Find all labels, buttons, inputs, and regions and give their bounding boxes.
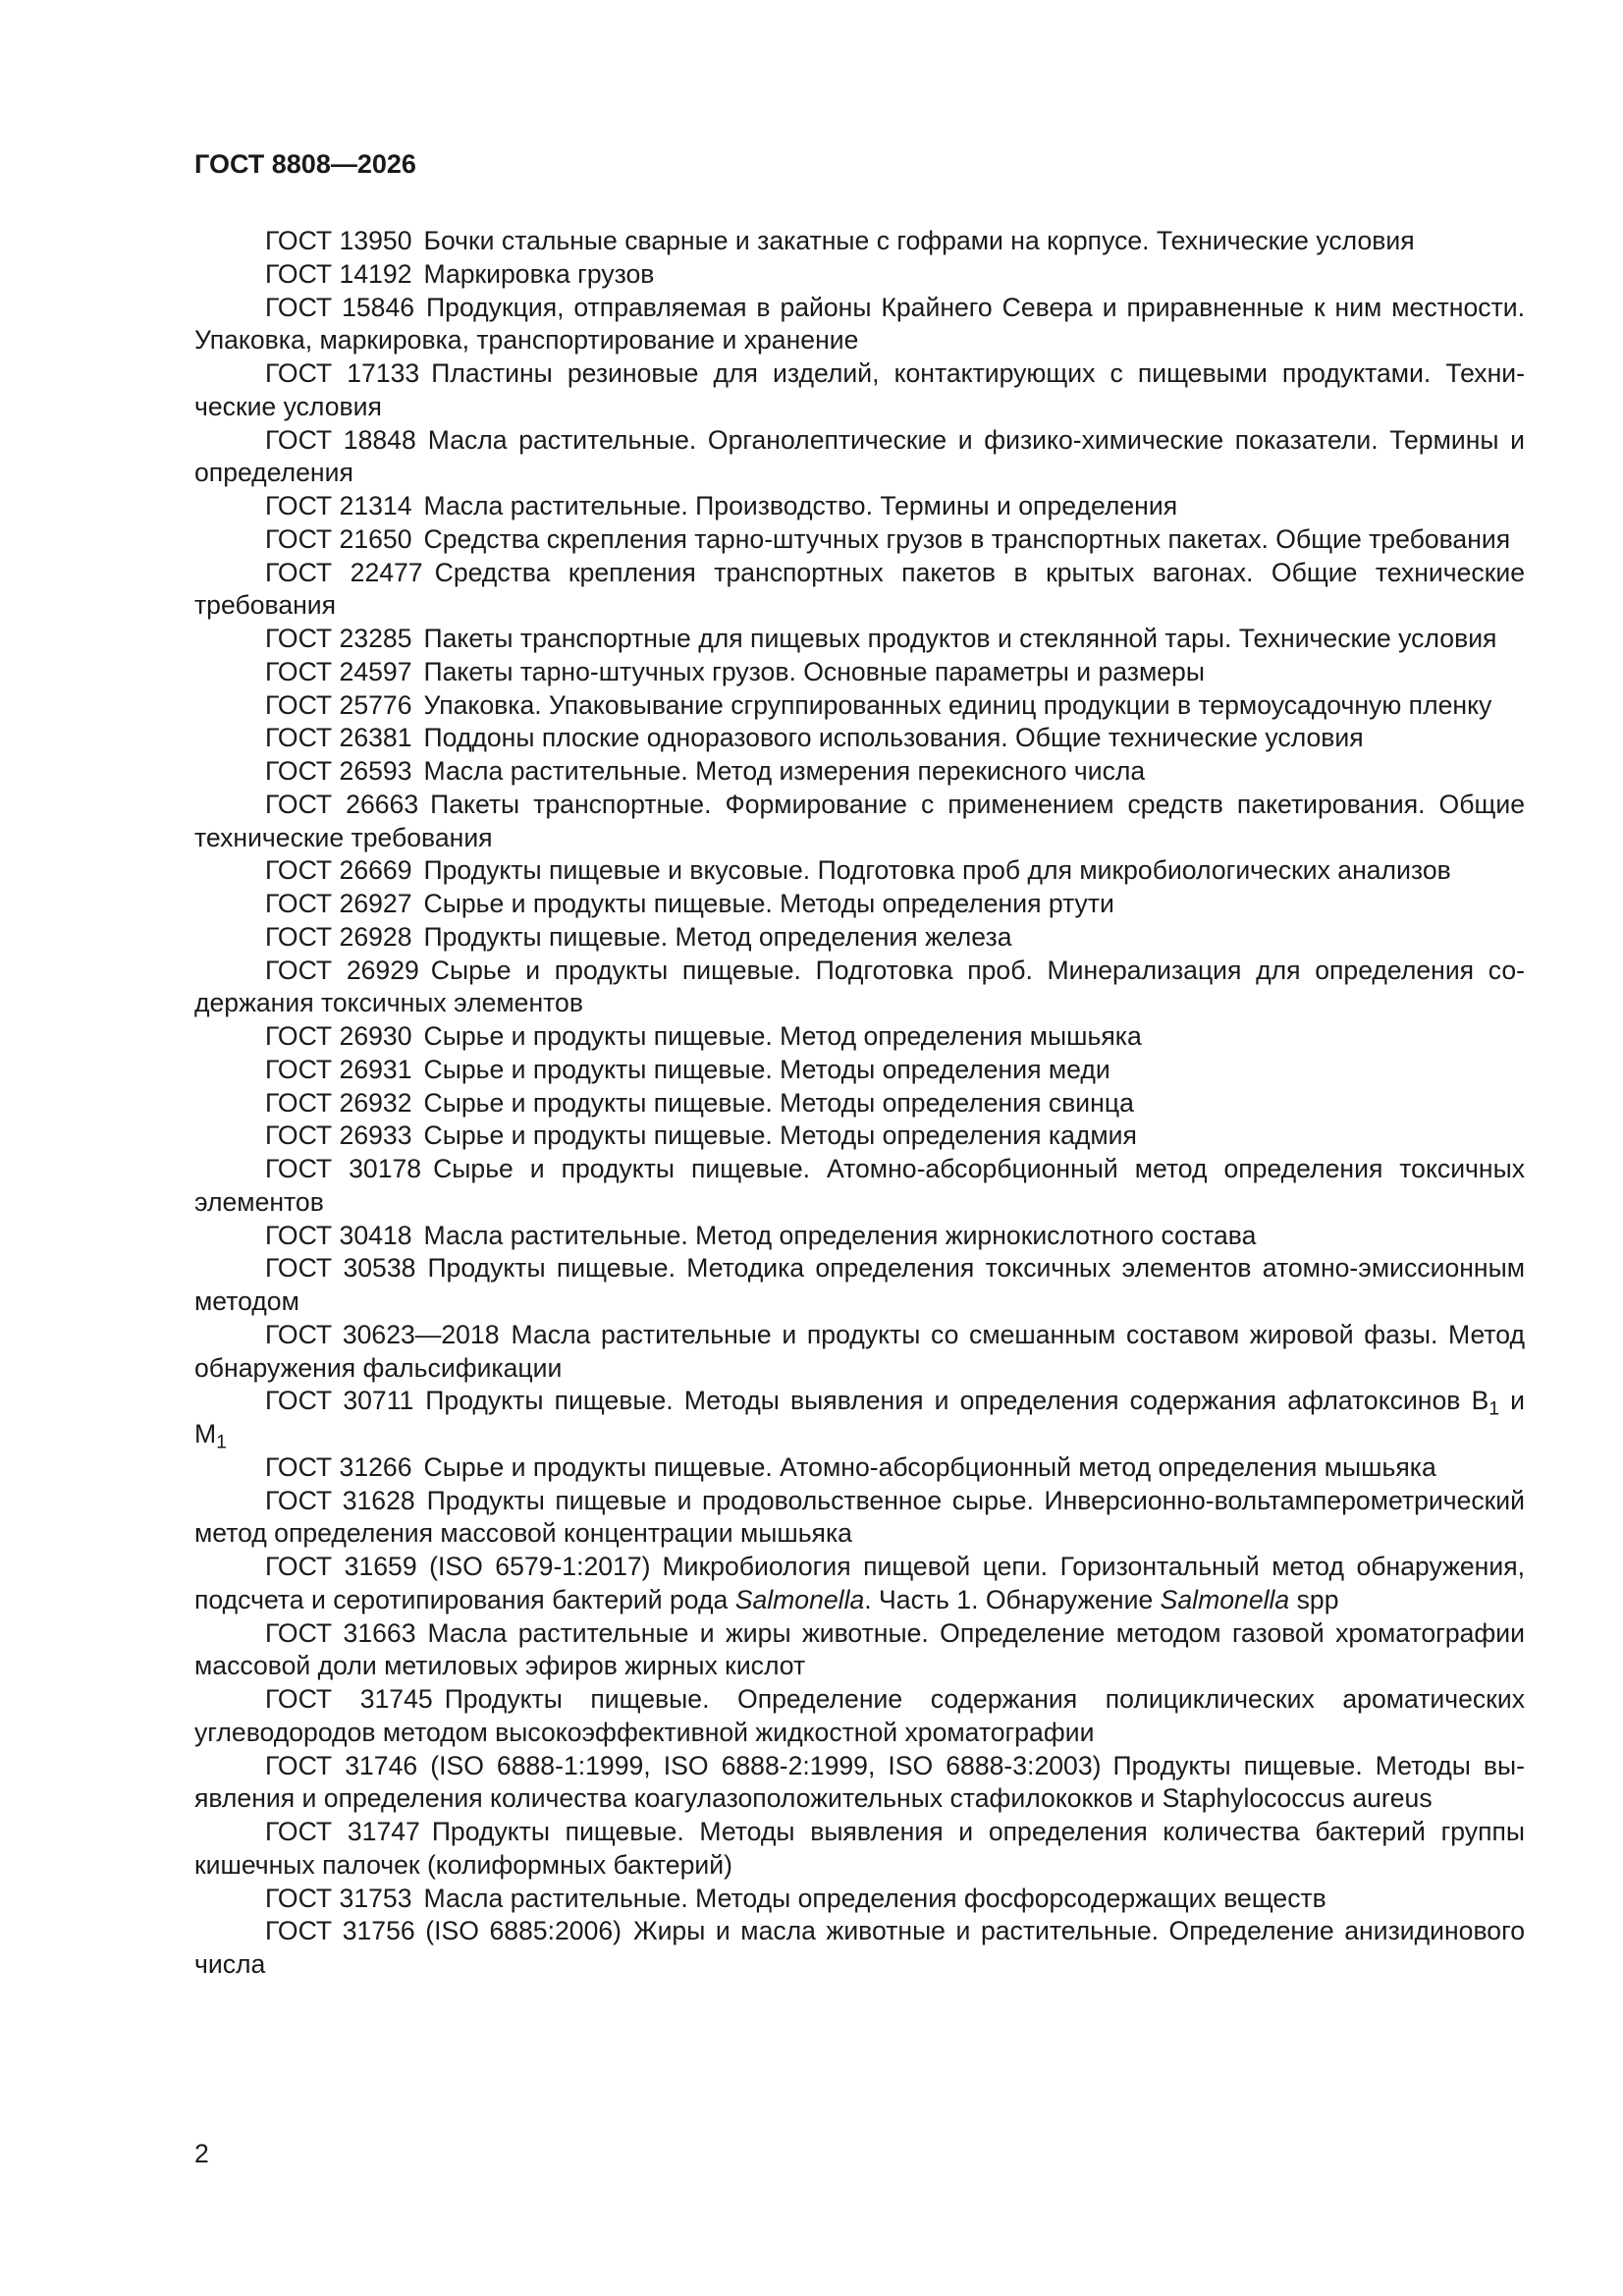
- reference-title: Продукты пищевые. Определение содержания полициклических ароматических углеводородов методом высокоэффективной жидкостной хроматографии: [194, 1684, 1526, 1747]
- reference-title: Сырье и продукты пищевые. Методы определения свинца: [423, 1087, 1134, 1118]
- reference-title: . Часть 1. Обнаружение: [864, 1584, 1161, 1614]
- reference-item: [194, 1617, 1525, 1684]
- reference-item: [194, 888, 1525, 921]
- reference-item: [194, 1385, 1525, 1451]
- reference-code: ГОСТ 26381: [265, 723, 412, 753]
- reference-item: [194, 357, 1525, 424]
- reference-item: [194, 1220, 1525, 1253]
- reference-item: [194, 292, 1525, 358]
- reference-code: ГОСТ 21314: [265, 491, 412, 520]
- reference-code: ГОСТ 26663: [265, 789, 419, 819]
- reference-item: [194, 258, 1525, 292]
- reference-code: ГОСТ 26928: [265, 921, 412, 952]
- reference-title: Сырье и продукты пищевые. Подготовка проб. Минерализация для определения содержания токсичных элементов: [194, 955, 1525, 1018]
- reference-title: Поддоны плоские одноразового использования. Общие технические условия: [423, 723, 1364, 753]
- reference-title: Масла растительные. Органолептические и физико-химические показатели. Термины и определения: [194, 424, 1525, 488]
- reference-title: Масла растительные и продукты со смешанным составом жировой фазы. Метод обнаружения фальсификации: [194, 1319, 1525, 1383]
- reference-title: Бочки стальные сварные и закатные с гофрами на корпусе. Технические условия: [423, 226, 1415, 255]
- reference-title: Продукты пищевые. Методика определения токсичных элементов атомно-эмиссионным методом: [194, 1253, 1526, 1316]
- reference-code: ГОСТ 21650: [265, 523, 412, 554]
- reference-code: ГОСТ 30418: [265, 1220, 412, 1250]
- reference-item: [194, 689, 1525, 723]
- reference-item: [194, 1054, 1525, 1087]
- subscript: 1: [1488, 1398, 1499, 1420]
- reference-item: [194, 1816, 1525, 1883]
- reference-title: Сырье и продукты пищевые. Метод определения мышьяка: [423, 1021, 1142, 1051]
- reference-code: ГОСТ 24597: [265, 656, 412, 686]
- reference-item: [194, 424, 1525, 491]
- reference-item: [194, 656, 1525, 689]
- reference-title: Продукция, отправляемая в районы Крайнего Севера и приравненные к ним местности. Упаковка, маркировка, транспортирование и хранение: [194, 292, 1526, 355]
- reference-code: ГОСТ 22477: [265, 557, 423, 587]
- references-list: [194, 225, 1525, 1982]
- reference-title: Средства крепления транспортных пакетов в крытых вагонах. Общие технические требования: [194, 557, 1526, 621]
- reference-title: Продукты пищевые. Методы выявления и определения содержания афлатоксинов В: [425, 1386, 1489, 1416]
- reference-title: Пакеты транспортные для пищевых продуктов и стеклянной тары. Технические условия: [423, 624, 1497, 653]
- reference-code: ГОСТ 31745: [265, 1684, 433, 1714]
- reference-title: Продукты пищевые. Метод определения железа: [423, 921, 1012, 952]
- reference-title: Продукты пищевые и вкусовые. Подготовка проб для микробиологических анализов: [423, 855, 1451, 886]
- reference-code: ГОСТ 26927: [265, 889, 412, 918]
- reference-item: [194, 1087, 1525, 1121]
- reference-title: Сырье и продукты пищевые. Методы определения меди: [423, 1054, 1110, 1084]
- reference-item: [194, 1883, 1525, 1916]
- reference-code: ГОСТ 26932: [265, 1087, 412, 1118]
- reference-item: [194, 1915, 1525, 1982]
- reference-title: Средства скрепления тарно-штучных грузов в транспортных пакетах. Общие требования: [423, 523, 1511, 554]
- reference-code: ГОСТ 30623—2018: [265, 1319, 500, 1349]
- reference-code: ГОСТ 31659 (ISO 6579-1:2017): [265, 1552, 651, 1581]
- page-header: ГОСТ 8808—2026: [194, 149, 416, 179]
- reference-title: Маркировка грузов: [423, 258, 655, 289]
- reference-title: Микробиология пищевой цепи. Горизонтальный метод обнаружения, подсчета и серотипирования бактерий рода: [194, 1552, 1525, 1614]
- reference-title: Масла растительные. Метод измерения перекисного числа: [423, 756, 1146, 786]
- reference-code: ГОСТ 23285: [265, 624, 412, 653]
- reference-item: [194, 557, 1525, 624]
- reference-item: [194, 1683, 1525, 1750]
- reference-title: Масла растительные. Производство. Термины и определения: [423, 491, 1178, 520]
- reference-code: ГОСТ 26669: [265, 855, 412, 886]
- reference-code: ГОСТ 25776: [265, 689, 412, 720]
- reference-title: Продукты пищевые. Методы выявления и определения количества коагулазоположительных стафилококков и Staphylococcus aureus: [194, 1750, 1526, 1814]
- reference-item: [194, 789, 1525, 855]
- reference-item: [194, 921, 1525, 955]
- reference-code: ГОСТ 26930: [265, 1021, 412, 1051]
- reference-code: ГОСТ 31663: [265, 1617, 416, 1648]
- reference-item: [194, 225, 1525, 258]
- reference-code: ГОСТ 26593: [265, 756, 412, 786]
- reference-code: ГОСТ 31747: [265, 1817, 420, 1846]
- reference-item: [194, 1485, 1525, 1552]
- reference-code: ГОСТ 31753: [265, 1883, 412, 1913]
- reference-code: ГОСТ 31266: [265, 1451, 412, 1482]
- reference-item: [194, 854, 1525, 888]
- reference-title: Сырье и продукты пищевые. Методы определения кадмия: [423, 1121, 1137, 1151]
- reference-code: ГОСТ 15846: [265, 292, 415, 322]
- page-number: 2: [194, 2139, 209, 2168]
- reference-item: [194, 523, 1525, 557]
- reference-title: Упаковка. Упаковывание сгруппированных единиц продукции в термоусадочную пленку: [423, 689, 1492, 720]
- reference-item: [194, 1551, 1525, 1617]
- subscript: 1: [216, 1432, 227, 1453]
- reference-title: Пакеты транспортные. Формирование с применением средств пакетирования. Общие технические требования: [194, 789, 1525, 852]
- reference-item: [194, 722, 1525, 755]
- reference-code: ГОСТ 17133: [265, 358, 420, 388]
- reference-code: ГОСТ 18848: [265, 424, 416, 455]
- reference-title: Сырье и продукты пищевые. Атомно-абсорбционный метод определения токсичных элементов: [194, 1154, 1526, 1217]
- reference-code: ГОСТ 30711: [265, 1386, 414, 1416]
- reference-code: ГОСТ 26929: [265, 955, 419, 985]
- reference-code: ГОСТ 13950: [265, 226, 412, 255]
- reference-title: Пакеты тарно-штучных грузов. Основные параметры и размеры: [423, 656, 1205, 686]
- reference-title: Сырье и продукты пищевые. Методы определения ртути: [423, 889, 1114, 918]
- reference-code: ГОСТ 31746 (ISO 6888-1:1999, ISO 6888-2:1999, ISO 6888-3:2003): [265, 1750, 1102, 1780]
- reference-title: Продукты пищевые и продовольственное сырье. Инверсионно-вольтамперометрический метод определения массовой концентрации мышьяка: [194, 1485, 1526, 1549]
- reference-code: ГОСТ 31756 (ISO 6885:2006): [265, 1916, 622, 1946]
- reference-item: [194, 1153, 1525, 1220]
- reference-title: Масла растительные и жиры животные. Определение методом газовой хроматографии массовой доли метиловых эфиров жирных кислот: [194, 1617, 1525, 1681]
- reference-item: [194, 1750, 1525, 1817]
- reference-item: [194, 490, 1525, 523]
- reference-item: [194, 1120, 1525, 1153]
- reference-code: ГОСТ 14192: [265, 258, 412, 289]
- reference-code: ГОСТ 30538: [265, 1253, 416, 1284]
- reference-item: [194, 1020, 1525, 1054]
- reference-title: Масла растительные. Метод определения жирнокислотного состава: [423, 1220, 1257, 1250]
- reference-title: Пластины резиновые для изделий, контактирующих с пищевыми продуктами. Технические условия: [194, 358, 1526, 421]
- reference-item: [194, 1252, 1525, 1319]
- reference-item: [194, 623, 1525, 656]
- reference-title: Масла растительные. Методы определения фосфорсодержащих веществ: [423, 1883, 1326, 1913]
- reference-item: [194, 1319, 1525, 1386]
- italic-term: Salmonella: [734, 1584, 865, 1614]
- reference-code: ГОСТ 26931: [265, 1054, 412, 1084]
- reference-title: Жиры и масла животные и растительные. Определение анизидинового числа: [194, 1916, 1526, 1979]
- reference-item: [194, 955, 1525, 1021]
- reference-title: и М: [194, 1386, 1526, 1449]
- reference-code: ГОСТ 26933: [265, 1121, 412, 1151]
- reference-code: ГОСТ 31628: [265, 1485, 415, 1515]
- reference-item: [194, 755, 1525, 789]
- reference-title: spp: [1289, 1584, 1339, 1614]
- italic-term: Salmonella: [1160, 1584, 1290, 1614]
- reference-title: Продукты пищевые. Методы выявления и определения количества бактерий группы кишечных палочек (колиформных бактерий): [194, 1817, 1525, 1880]
- reference-code: ГОСТ 30178: [265, 1154, 422, 1183]
- reference-title: Сырье и продукты пищевые. Атомно-абсорбционный метод определения мышьяка: [423, 1451, 1436, 1482]
- reference-item: [194, 1451, 1525, 1485]
